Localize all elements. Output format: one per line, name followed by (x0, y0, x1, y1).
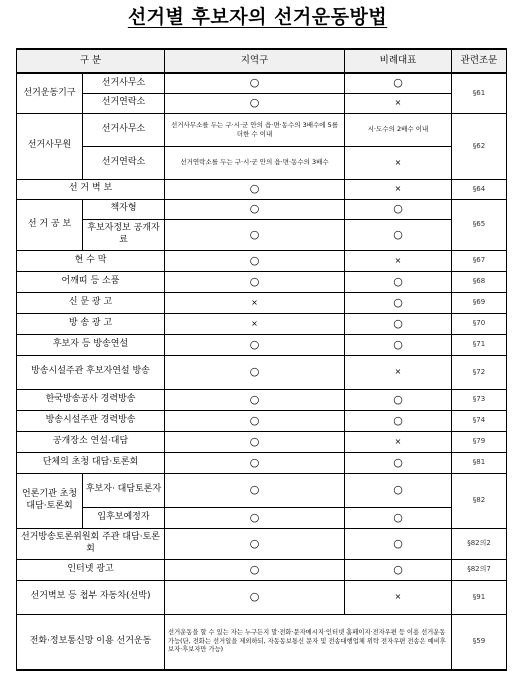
row-label: 선 거 벽 보 (17, 179, 165, 199)
mark-o: ○ (345, 473, 452, 507)
article-ref: §62 (452, 113, 507, 179)
telecom-note: 선거운동을 할 수 있는 자는 누구든지 말·전화·문자메시지·인터넷 홈페이지·전자우편 등 이용 선거운동 가능(단, 전화는 선거일을 제외하되, 자동동보통신 문자 및 전송대행업체 위탁 전자우편 전송은 예비후보자·후보자만 가능) (165, 614, 452, 670)
mark-x: × (165, 292, 345, 313)
mark-o: ○ (165, 355, 345, 389)
sub-label: 입후보예정자 (83, 507, 165, 528)
staff-office-regional: 선거사무소를 두는 구·시·군 안의 읍·면·동수의 3배수에 5를 더한 수 이내 (165, 113, 345, 146)
header-category: 구 분 (17, 49, 165, 73)
mark-x: × (345, 250, 452, 271)
row-label: 방송시설주관 경력방송 (17, 410, 165, 431)
mark-x: × (345, 580, 452, 614)
mark-o: ○ (165, 250, 345, 271)
table-row (17, 73, 507, 93)
table-row (17, 199, 507, 219)
header-regional: 지역구 (165, 49, 345, 73)
table-row (17, 507, 507, 528)
article-ref: §59 (452, 614, 507, 670)
table-row (17, 313, 507, 334)
mark-o: ○ (165, 334, 345, 355)
row-label: 방 송 광 고 (17, 313, 165, 334)
mark-o: ○ (345, 199, 452, 219)
article-ref: §70 (452, 313, 507, 334)
table-row (17, 219, 507, 250)
mark-o: ○ (345, 559, 452, 580)
mark-o: ○ (165, 271, 345, 292)
mark-o: ○ (165, 473, 345, 507)
mark-o: ○ (165, 431, 345, 452)
table-row (17, 292, 507, 313)
row-label: 어깨띠 등 소품 (17, 271, 165, 292)
mark-x: × (345, 431, 452, 452)
article-ref: §82 (452, 473, 507, 528)
sub-label: 선거연락소 (83, 146, 165, 179)
mark-o: ○ (165, 219, 345, 250)
mark-o: ○ (165, 179, 345, 199)
mark-o: ○ (345, 334, 452, 355)
mark-o: ○ (345, 528, 452, 559)
sub-label: 선거연락소 (83, 93, 165, 113)
mark-o: ○ (165, 452, 345, 473)
article-ref: §74 (452, 410, 507, 431)
table-row (17, 250, 507, 271)
article-ref: §82의2 (452, 528, 507, 559)
row-label: 공개장소 연설·대담 (17, 431, 165, 452)
row-label: 전화·정보통신망 이용 선거운동 (17, 614, 165, 670)
mark-o: ○ (165, 73, 345, 93)
row-label: 선거운동기구 (17, 73, 83, 113)
sub-label: 책자형 (83, 199, 165, 219)
article-ref: §82의7 (452, 559, 507, 580)
sub-label: 후보자정보 공개자료 (83, 219, 165, 250)
table-row (17, 113, 507, 146)
mark-o: ○ (345, 313, 452, 334)
header-proportional: 비례대표 (345, 49, 452, 73)
table-row (17, 93, 507, 113)
article-ref: §72 (452, 355, 507, 389)
mark-o: ○ (345, 292, 452, 313)
mark-o: ○ (165, 199, 345, 219)
table-row (17, 355, 507, 389)
article-ref: §71 (452, 334, 507, 355)
header-article: 관련조문 (452, 49, 507, 73)
page-title: 선거별 후보자의 선거운동방법 (127, 6, 388, 28)
table-row (17, 389, 507, 410)
staff-liaison-regional: 선거연락소를 두는 구·시·군 안의 읍·면·동수의 3배수 (165, 146, 345, 179)
mark-o: ○ (165, 580, 345, 614)
table-row (17, 179, 507, 199)
sub-label: 후보자· 대담토론자 (83, 473, 165, 507)
mark-o: ○ (345, 73, 452, 93)
mark-o: ○ (345, 219, 452, 250)
table-row (17, 431, 507, 452)
row-label: 선거방송토론위원회 주관 대담·토론회 (17, 528, 165, 559)
sub-label: 선거사무소 (83, 113, 165, 146)
table-row (17, 452, 507, 473)
article-ref: §81 (452, 452, 507, 473)
mark-o: ○ (165, 559, 345, 580)
mark-x: × (345, 93, 452, 113)
staff-office-proportional: 시·도수의 2배수 이내 (345, 113, 452, 146)
row-label: 단체의 초청 대담·토론회 (17, 452, 165, 473)
row-label: 현 수 막 (17, 250, 165, 271)
row-label: 선거벽보 등 첩부 자동차(선박) (17, 580, 165, 614)
mark-o: ○ (345, 271, 452, 292)
mark-x: × (345, 179, 452, 199)
article-ref: §64 (452, 179, 507, 199)
mark-o: ○ (345, 452, 452, 473)
mark-x: × (345, 355, 452, 389)
sub-label: 선거사무소 (83, 73, 165, 93)
mark-x: × (345, 146, 452, 179)
mark-o: ○ (345, 507, 452, 528)
row-label: 선거사무원 (17, 113, 83, 179)
table-row (17, 580, 507, 614)
mark-o: ○ (165, 528, 345, 559)
table-row (17, 528, 507, 559)
row-label: 방송시설주관 후보자연설 방송 (17, 355, 165, 389)
article-ref: §91 (452, 580, 507, 614)
mark-o: ○ (165, 389, 345, 410)
row-label: 후보자 등 방송연설 (17, 334, 165, 355)
table-row (17, 473, 507, 507)
mark-o: ○ (345, 389, 452, 410)
table-row (17, 410, 507, 431)
table-row (17, 271, 507, 292)
mark-o: ○ (345, 410, 452, 431)
article-ref: §67 (452, 250, 507, 271)
article-ref: §65 (452, 199, 507, 250)
article-ref: §61 (452, 73, 507, 113)
table-row (17, 559, 507, 580)
row-label: 언론기관 초청 대담·토론회 (17, 473, 83, 528)
table-row (17, 146, 507, 179)
table-row (17, 614, 507, 670)
campaign-methods-table (16, 48, 507, 671)
article-ref: §68 (452, 271, 507, 292)
row-label: 신 문 광 고 (17, 292, 165, 313)
article-ref: §73 (452, 389, 507, 410)
row-label: 선 거 공 보 (17, 199, 83, 250)
article-ref: §69 (452, 292, 507, 313)
row-label: 한국방송공사 경력방송 (17, 389, 165, 410)
mark-o: ○ (165, 507, 345, 528)
mark-o: ○ (165, 93, 345, 113)
row-label: 인터넷 광고 (17, 559, 165, 580)
article-ref: §79 (452, 431, 507, 452)
table-header-row (17, 49, 507, 73)
mark-x: × (165, 313, 345, 334)
mark-o: ○ (165, 410, 345, 431)
table-row (17, 334, 507, 355)
